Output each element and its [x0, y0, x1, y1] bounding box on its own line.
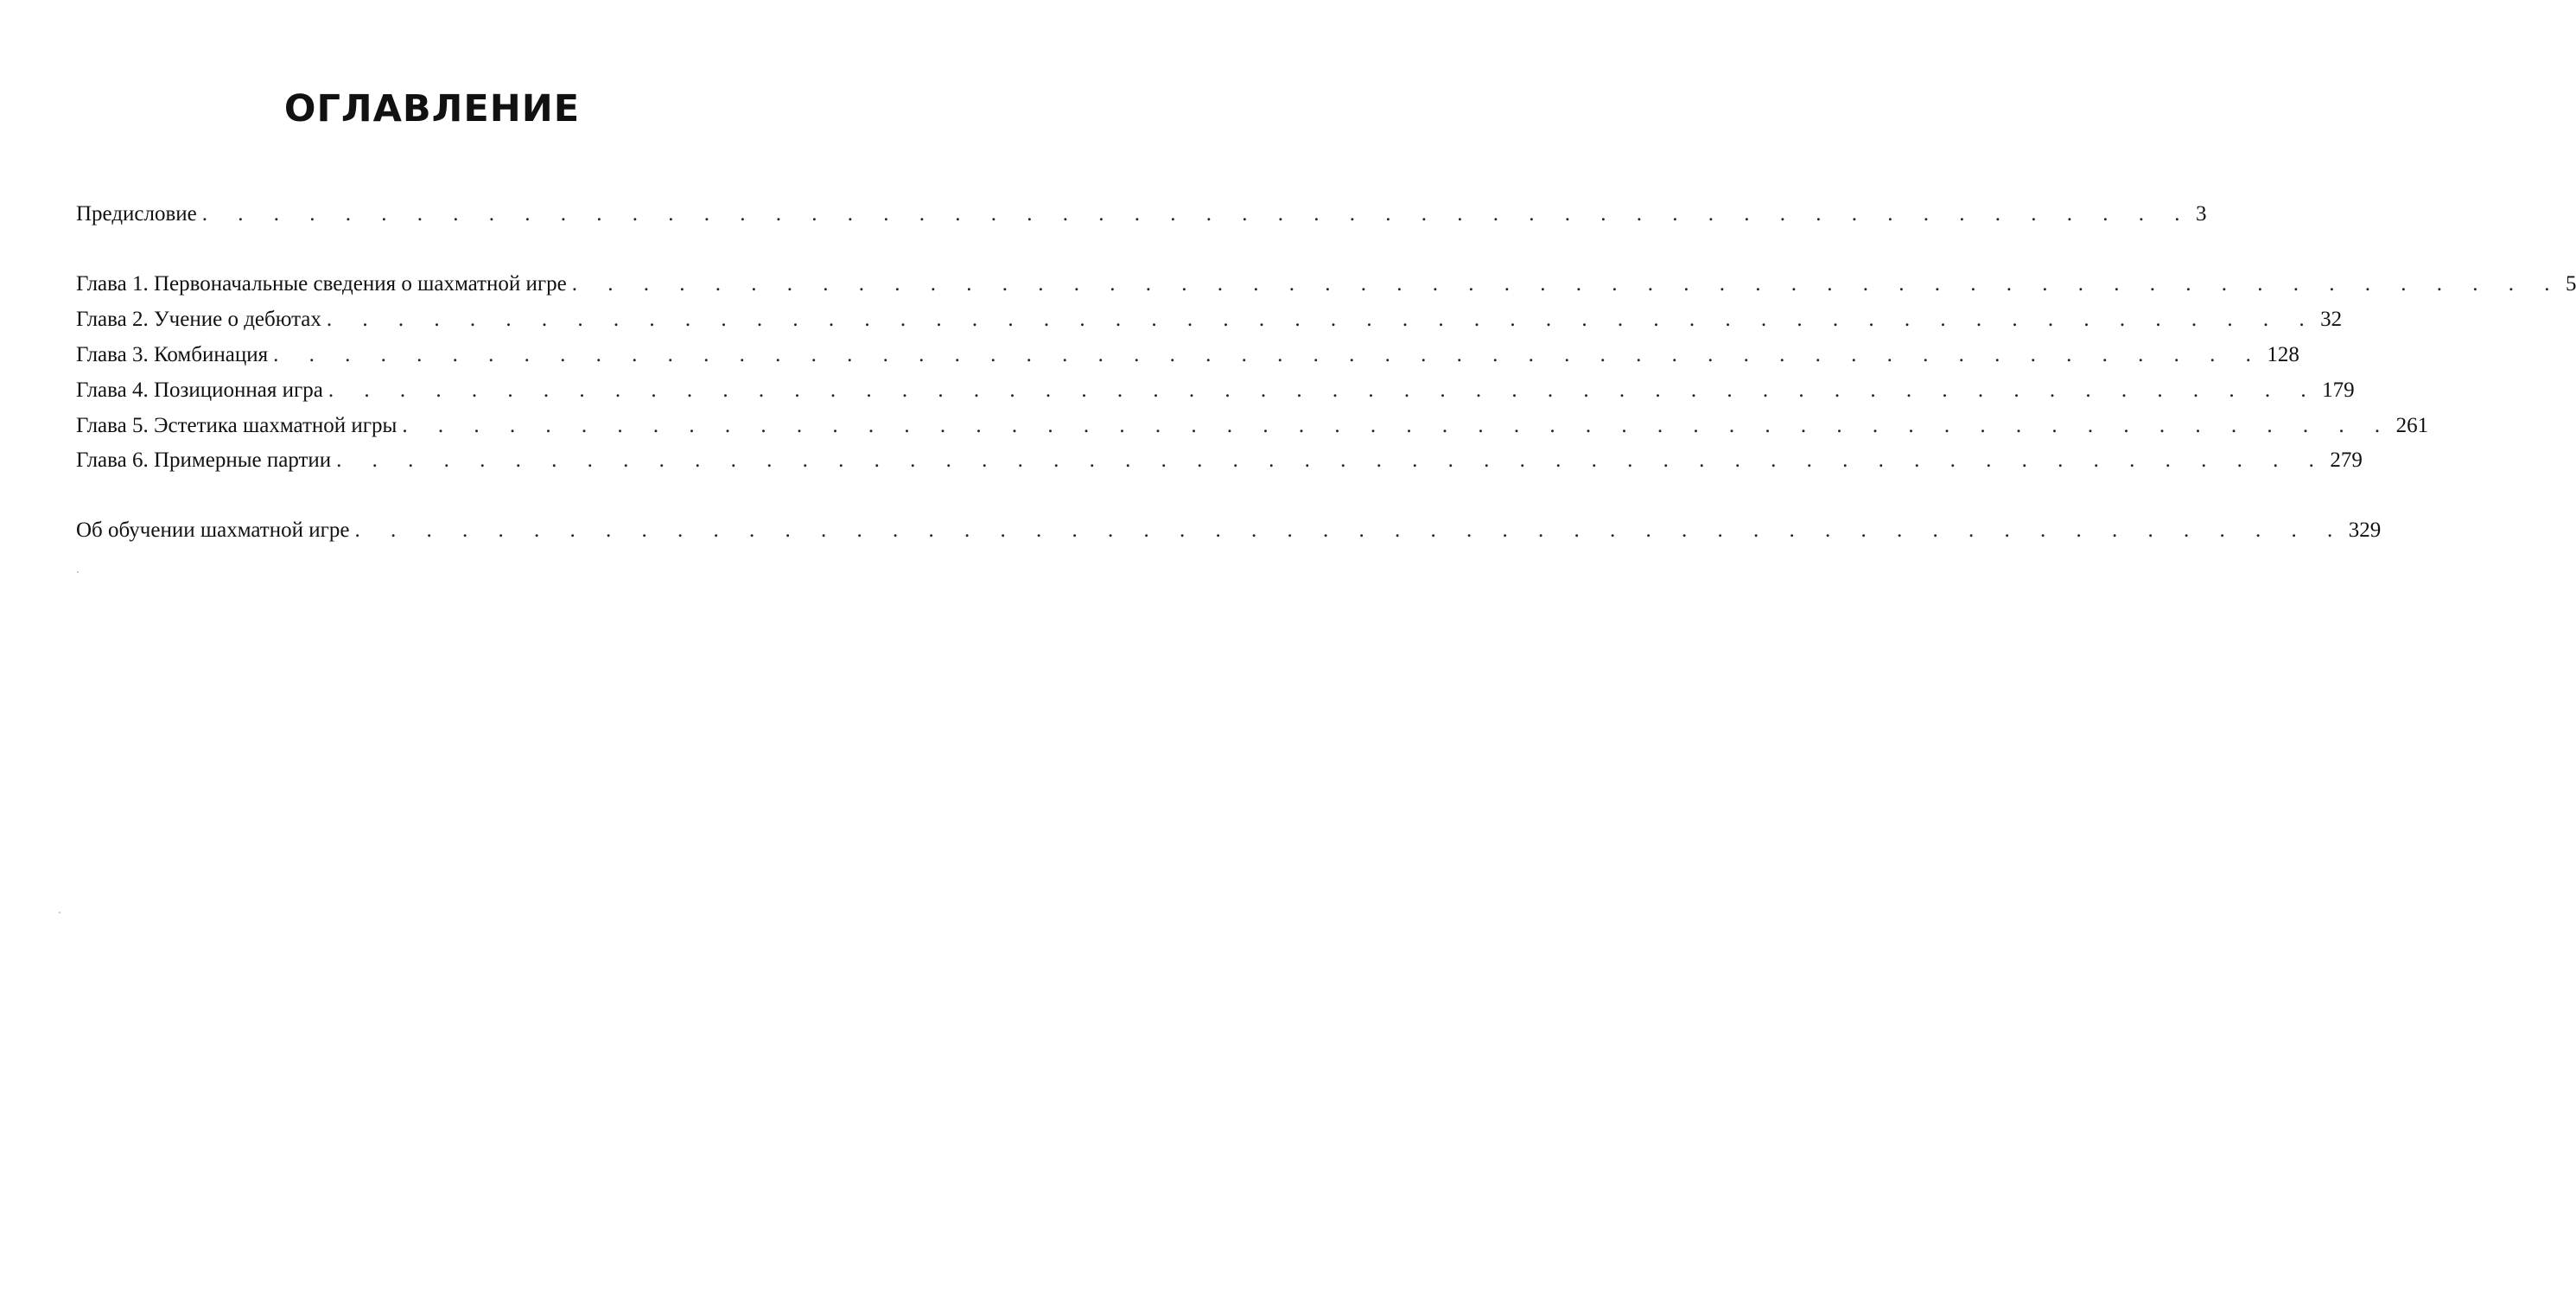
- toc-leader-dots: . . . . . . . . . . . . . . . . . . . . . . . . . . . . . . . . . . . . . . . . . . . . . . . . . . . . . . . .: [336, 448, 2327, 472]
- toc-entry-chapter-1[interactable]: [76, 270, 2576, 299]
- toc-leader-dots: . . . . . . . . . . . . . . . . . . . . . . . . . . . . . . . . . . . . . . . . . . . . . . . . . . . . . . . .: [354, 518, 2345, 542]
- toc-entry-chapter-6[interactable]: [76, 446, 2363, 475]
- toc-leader-dots: . . . . . . . . . . . . . . . . . . . . . . . . . . . . . . . . . . . . . . . . . . . . . . . . . . . . . . . .: [571, 272, 2562, 296]
- toc-entry-label: Глава 1. Первоначальные сведения о шахматной игре: [76, 272, 567, 296]
- toc-entry-chapter-3[interactable]: [76, 340, 2299, 370]
- toc-leader-dots: . . . . . . . . . . . . . . . . . . . . . . . . . . . . . . . . . . . . . . . . . . . . . . . . . . . . . . . .: [402, 414, 2393, 437]
- toc-entry-label: Глава 4. Позиционная игра: [76, 378, 323, 402]
- toc-entry-chapter-5[interactable]: [76, 411, 2429, 441]
- toc-entry-chapter-2[interactable]: [76, 305, 2343, 334]
- toc-entry-label: Предисловие: [76, 202, 197, 226]
- toc-entry-page: 329: [2348, 518, 2382, 542]
- toc-entry-afterword[interactable]: [76, 516, 2382, 545]
- toc-leader-dots: . . . . . . . . . . . . . . . . . . . . . . . . . . . . . . . . . . . . . . . . . . . . . . . . . . . . . . . .: [328, 378, 2319, 402]
- toc-leader-dots: . . . . . . . . . . . . . . . . . . . . . . . . . . . . . . . . . . . . . . . . . . . . . . . . . . . . . . . .: [326, 308, 2318, 331]
- toc-entry-label: Глава 5. Эстетика шахматной игры: [76, 414, 398, 437]
- toc-entry-page: 128: [2267, 343, 2299, 366]
- toc-entry-chapter-4[interactable]: [76, 376, 2355, 405]
- toc-entry-page: 179: [2322, 378, 2355, 402]
- toc-entry-label: Глава 3. Комбинация: [76, 343, 269, 366]
- toc-leader-dots: . . . . . . . . . . . . . . . . . . . . . . . . . . . . . . . . . . . . . . . . . . . . . . . . . . . . . . . .: [273, 343, 2264, 366]
- toc-entry-preface[interactable]: [76, 200, 2207, 229]
- toc-entry-page: 279: [2330, 448, 2363, 472]
- toc-entry-page: 3: [2196, 202, 2207, 226]
- toc-entry-label: Глава 2. Учение о дебютах: [76, 308, 321, 331]
- scan-speck: [77, 571, 79, 573]
- toc-leader-dots: . . . . . . . . . . . . . . . . . . . . . . . . . . . . . . . . . . . . . . . . . . . . . . . . . . . . . . . .: [201, 202, 2193, 226]
- toc-entry-page: 261: [2395, 414, 2429, 437]
- toc-entry-label: Глава 6. Примерные партии: [76, 448, 332, 472]
- page-title: ОГЛАВЛЕНИЕ: [283, 87, 581, 130]
- scan-speck: [59, 912, 60, 913]
- toc-entry-page: 5: [2565, 272, 2576, 296]
- toc-entry-page: 32: [2320, 308, 2343, 331]
- toc-entry-label: Об обучении шахматной игре: [76, 518, 350, 542]
